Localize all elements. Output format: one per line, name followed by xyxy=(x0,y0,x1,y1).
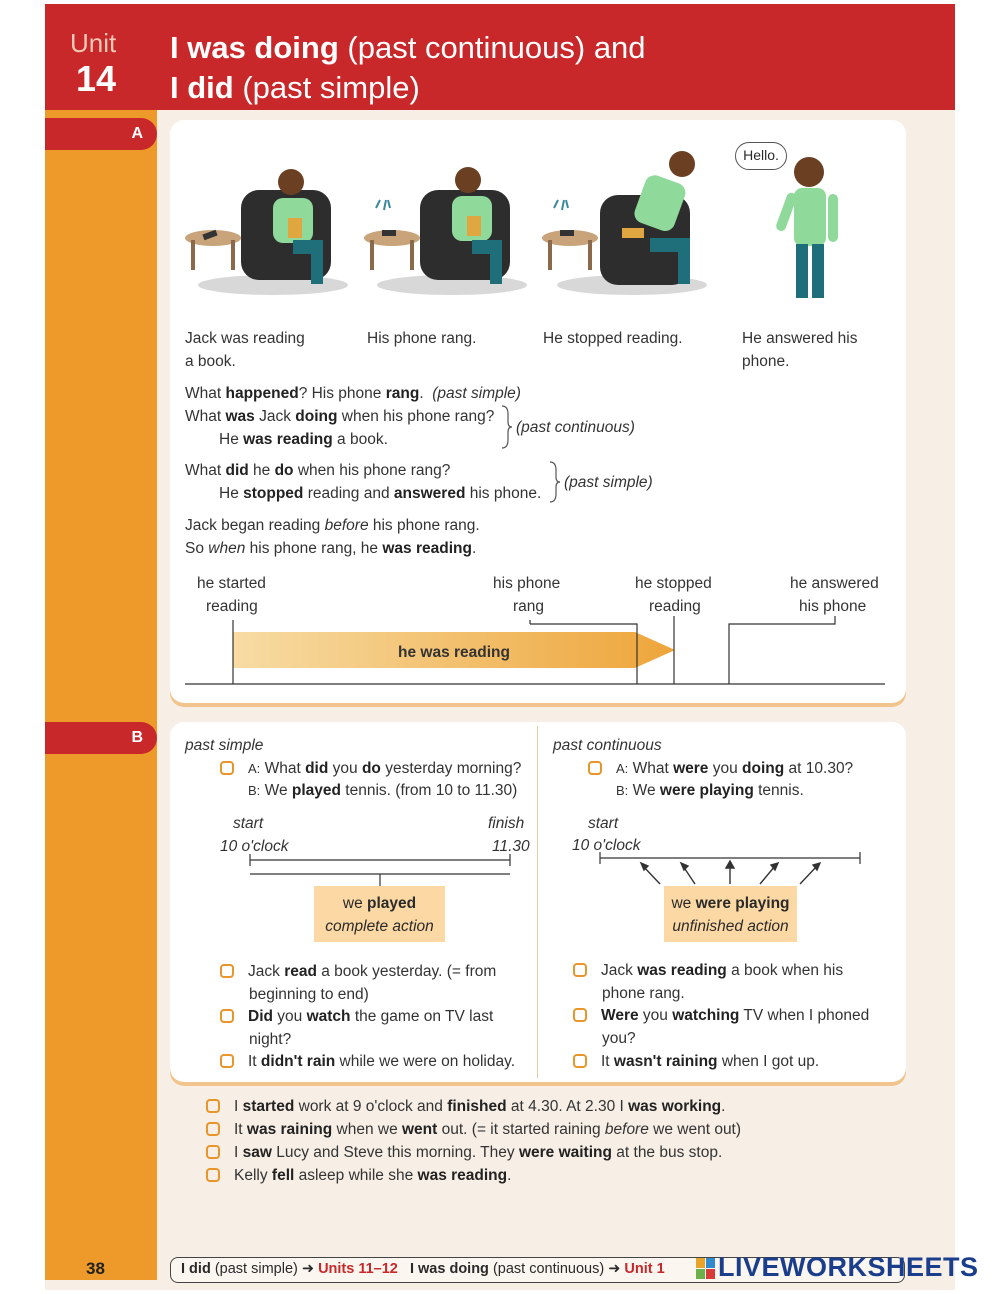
checkbox[interactable] xyxy=(220,1054,234,1068)
question-what-did-he-do: What did he do when his phone rang? xyxy=(185,462,451,479)
answer-was-reading: He was reading a book. xyxy=(219,431,388,448)
answering-phone-illustration xyxy=(762,150,857,302)
section-a-tab: A xyxy=(45,118,157,150)
arrow-icon: ➜ xyxy=(301,1261,315,1277)
timeline-rang-label: his phone xyxy=(493,575,561,592)
checkbox[interactable] xyxy=(220,761,234,775)
left-callout: we played complete action xyxy=(314,886,445,942)
right-example-2-line2: you? xyxy=(602,1030,636,1047)
checkbox[interactable] xyxy=(573,1054,587,1068)
timeline-a xyxy=(180,612,890,692)
right-example-1-line2: phone rang. xyxy=(602,985,685,1002)
left-example-1-line2: beginning to end) xyxy=(249,986,369,1003)
liveworksheets-logo-icon xyxy=(696,1258,716,1280)
section-b-tab: B xyxy=(45,722,157,754)
left-example-1: Jack read a book yesterday. (= from xyxy=(220,960,496,983)
right-start-label: start xyxy=(588,815,619,832)
caption-stopped-reading: He stopped reading. xyxy=(543,330,683,347)
checkbox[interactable] xyxy=(206,1122,220,1136)
right-dialogue-a: A: What were you doing at 10.30? xyxy=(588,757,853,780)
answer-stopped-and-answered: He stopped reading and answered his phone. xyxy=(219,485,542,502)
example-saw-lucy: I saw Lucy and Steve this morning. They were waiting at the bus stop. xyxy=(206,1141,722,1164)
checkbox[interactable] xyxy=(206,1145,220,1159)
right-example-1: Jack was reading a book when his xyxy=(573,959,843,982)
liveworksheets-watermark[interactable]: LIVEWORKSHEETS xyxy=(718,1252,979,1282)
left-example-2: Did you watch the game on TV last xyxy=(220,1005,493,1028)
left-dialogue-a: A: What did you do yesterday morning? xyxy=(220,757,521,780)
example-was-raining: It was raining when we went out. (= it started raining before we went out) xyxy=(206,1118,741,1141)
caption-a-book: a book. xyxy=(185,353,236,370)
jack-reading-illustration xyxy=(183,160,348,300)
example-started-work: I started work at 9 o'clock and finished at 4.30. At 2.30 I was working. xyxy=(206,1095,725,1118)
checkbox[interactable] xyxy=(573,963,587,977)
timeline-bar-label: he was reading xyxy=(398,644,510,661)
checkbox[interactable] xyxy=(220,1009,234,1023)
timeline-stopped-label: he stopped xyxy=(635,575,712,592)
timeline-answered-label-2: his phone xyxy=(799,598,867,615)
checkbox[interactable] xyxy=(220,964,234,978)
question-what-was-jack-doing: What was Jack doing when his phone rang? xyxy=(185,408,495,425)
page-number: 38 xyxy=(86,1259,105,1278)
timeline-stopped-label-2: reading xyxy=(649,598,701,615)
unit-label: Unit xyxy=(70,28,117,58)
right-callout: we were playing unfinished action xyxy=(664,886,797,942)
cross-reference-bar: I did (past simple) ➜ Units 11–12 I was doing (past continuous) ➜ Unit 1 xyxy=(170,1257,905,1283)
sentence-when-phone-rang: So when his phone rang, he was reading. xyxy=(185,540,477,557)
caption-jack-reading: Jack was reading xyxy=(185,330,305,347)
brace-continuous xyxy=(500,404,514,450)
timeline-started-label: he started xyxy=(197,575,266,592)
unit-number: 14 xyxy=(76,58,117,99)
left-start-label: start xyxy=(233,815,264,832)
right-example-2: Were you watching TV when I phoned xyxy=(573,1004,869,1027)
caption-answered: He answered his xyxy=(742,330,858,347)
checkbox[interactable] xyxy=(206,1168,220,1182)
timeline-answered-label: he answered xyxy=(790,575,879,592)
left-example-3: It didn't rain while we were on holiday. xyxy=(220,1050,515,1073)
left-timeline xyxy=(245,852,520,888)
link-unit[interactable]: Unit 1 xyxy=(624,1261,665,1277)
example-kelly-fell-asleep: Kelly fell asleep while she was reading. xyxy=(206,1164,511,1187)
right-timeline xyxy=(595,850,865,886)
phone-ringing-illustration xyxy=(362,160,527,300)
note-past-simple: (past simple) xyxy=(564,474,653,491)
checkbox[interactable] xyxy=(573,1008,587,1022)
past-continuous-heading: past continuous xyxy=(553,737,662,754)
timeline-rang-label-2: rang xyxy=(513,598,545,615)
left-start-time: 10 o'clock xyxy=(220,838,289,855)
caption-phone: phone. xyxy=(742,353,790,370)
section-b-divider xyxy=(537,726,538,1078)
left-margin-bar xyxy=(45,110,157,1280)
left-example-2-line2: night? xyxy=(249,1031,292,1048)
right-example-3: It wasn't raining when I got up. xyxy=(573,1050,819,1073)
timeline-started-label-2: reading xyxy=(206,598,258,615)
speech-bubble: Hello. xyxy=(735,142,787,170)
caption-phone-rang: His phone rang. xyxy=(367,330,477,347)
link-units-11-12[interactable]: Units 11–12 xyxy=(318,1261,398,1277)
right-dialogue-b: B: We were playing tennis. xyxy=(616,782,804,799)
arrow-icon: ➜ xyxy=(608,1261,621,1277)
stopped-reading-illustration xyxy=(540,150,708,300)
sentence-began-reading: Jack began reading before his phone rang. xyxy=(185,517,480,534)
past-simple-heading: past simple xyxy=(185,737,264,754)
checkbox[interactable] xyxy=(206,1099,220,1113)
right-start-time: 10 o'clock xyxy=(572,837,641,854)
page-title: I was doing (past continuous) and I did (past simple) xyxy=(170,30,646,105)
left-dialogue-b: B: We played tennis. (from 10 to 11.30) xyxy=(248,782,518,799)
note-past-continuous: (past continuous) xyxy=(516,419,635,436)
left-finish-label: finish xyxy=(488,815,525,832)
question-what-happened: What happened? His phone rang. (past simple) xyxy=(185,385,521,402)
checkbox[interactable] xyxy=(588,761,602,775)
brace-simple xyxy=(548,460,562,504)
left-finish-time: 11.30 xyxy=(492,838,530,855)
